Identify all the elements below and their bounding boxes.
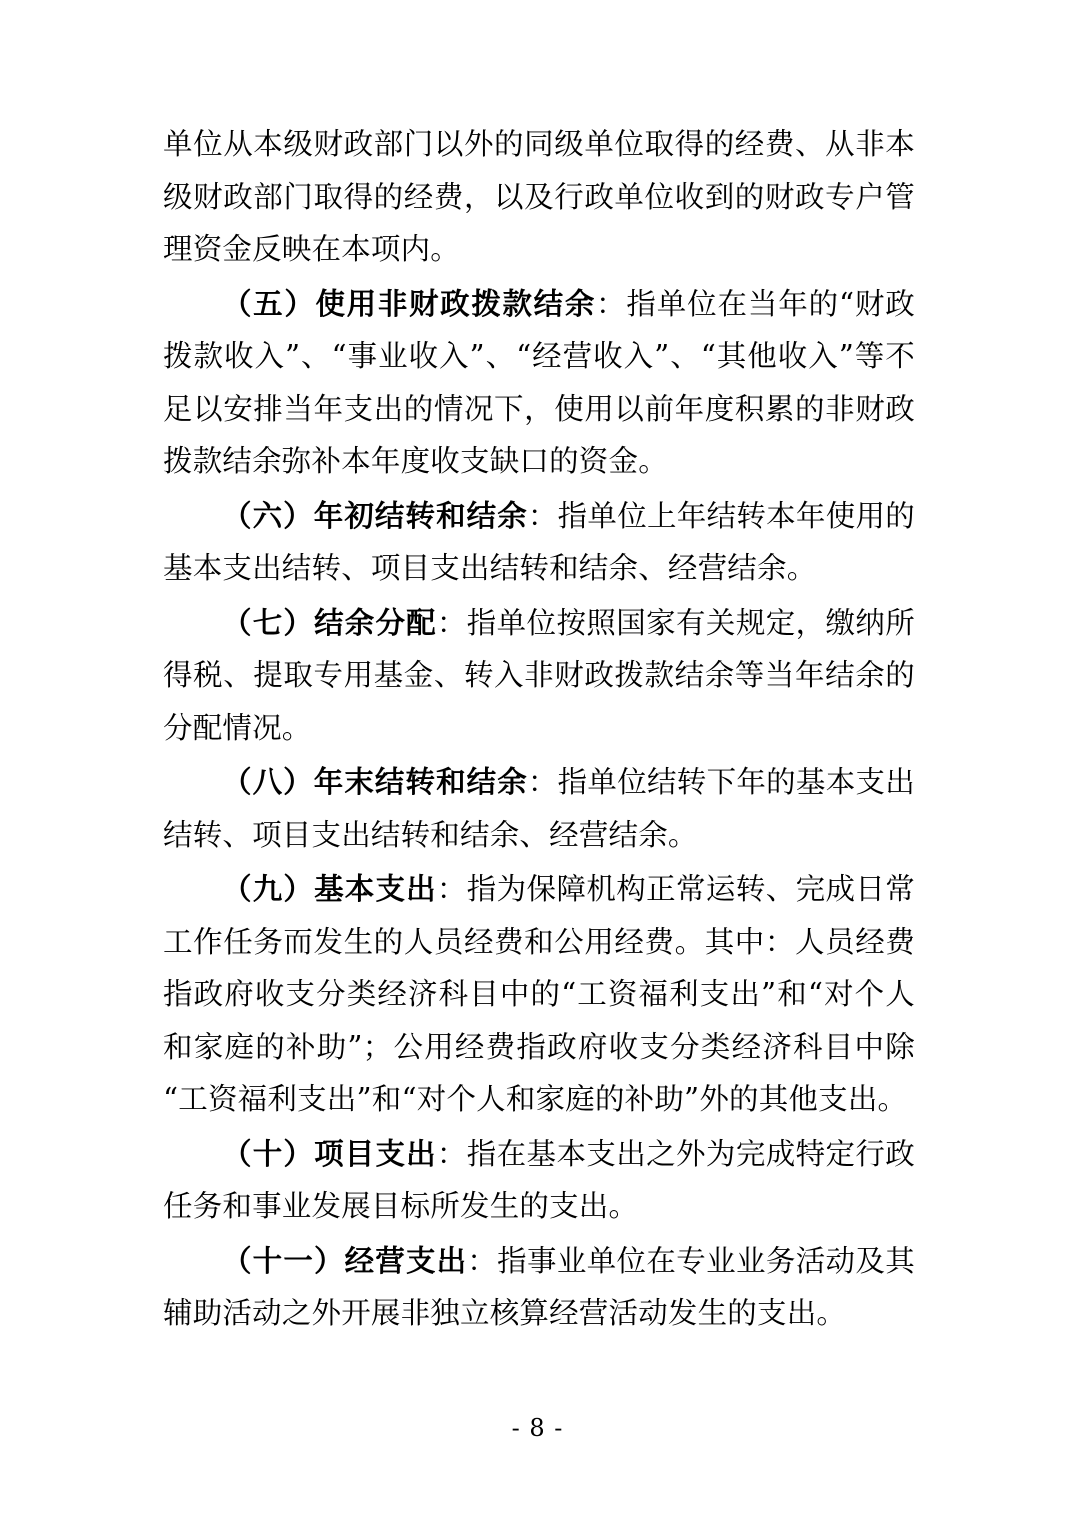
paragraph-lead: （六）年初结转和结余 xyxy=(222,497,528,533)
paragraph-lead: （五）使用非财政拨款结余 xyxy=(222,285,597,321)
paragraph-text: ：指在基本支出之外为完成特定行政任务和事业发展目标所发生的支出。 xyxy=(163,1136,915,1223)
paragraph-item-10 xyxy=(163,1128,915,1233)
paragraph-lead: （七）结余分配 xyxy=(222,604,437,640)
paragraph-text: ：指单位按照国家有关规定，缴纳所得税、提取专用基金、转入非财政拨款结余等当年结余的分配情况。 xyxy=(163,605,915,745)
paragraph-text: ：指单位上年结转本年使用的基本支出结转、项目支出结转和结余、经营结余。 xyxy=(163,498,915,585)
paragraph-item-6 xyxy=(163,490,915,595)
paragraph-text: ：指单位在当年的“财政拨款收入”、“事业收入”、“经营收入”、“其他收入”等不足以安排当年支出的情况下，使用以前年度积累的非财政拨款结余弥补本年度收支缺口的资金。 xyxy=(163,286,915,478)
paragraph-item-7 xyxy=(163,597,915,755)
paragraph-lead: （九）基本支出 xyxy=(222,871,437,906)
paragraph-item-5 xyxy=(163,278,915,488)
paragraph-item-11 xyxy=(163,1235,915,1340)
paragraph-lead: （十）项目支出 xyxy=(222,1135,437,1171)
document-body xyxy=(163,118,915,1340)
paragraph-lead: （十一）经营支出 xyxy=(222,1242,468,1278)
paragraph-continuation xyxy=(163,118,915,276)
paragraph-text: ：指事业单位在专业业务活动及其辅助活动之外开展非独立核算经营活动发生的支出。 xyxy=(163,1243,915,1330)
paragraph-lead: （八）年末结转和结余 xyxy=(222,764,528,799)
paragraph-text: ：指为保障机构正常运转、完成日常工作任务而发生的人员经费和公用经费。其中：人员经费指政府收支分类经济科目中的“工资福利支出”和“对个人和家庭的补助”；公用经费指政府收支分类经济科目中除“工资福利支出”和“对个人和家庭的补助”外的其他支出。 xyxy=(163,872,915,1116)
paragraph-text: 单位从本级财政部门以外的同级单位取得的经费、从非本级财政部门取得的经费，以及行政单位收到的财政专户管理资金反映在本项内。 xyxy=(163,127,915,266)
paragraph-item-8 xyxy=(163,756,915,861)
paragraph-text: ：指单位结转下年的基本支出结转、项目支出结转和结余、经营结余。 xyxy=(163,765,915,852)
paragraph-item-9 xyxy=(163,863,915,1126)
page-number: - 8 - xyxy=(511,1414,564,1442)
